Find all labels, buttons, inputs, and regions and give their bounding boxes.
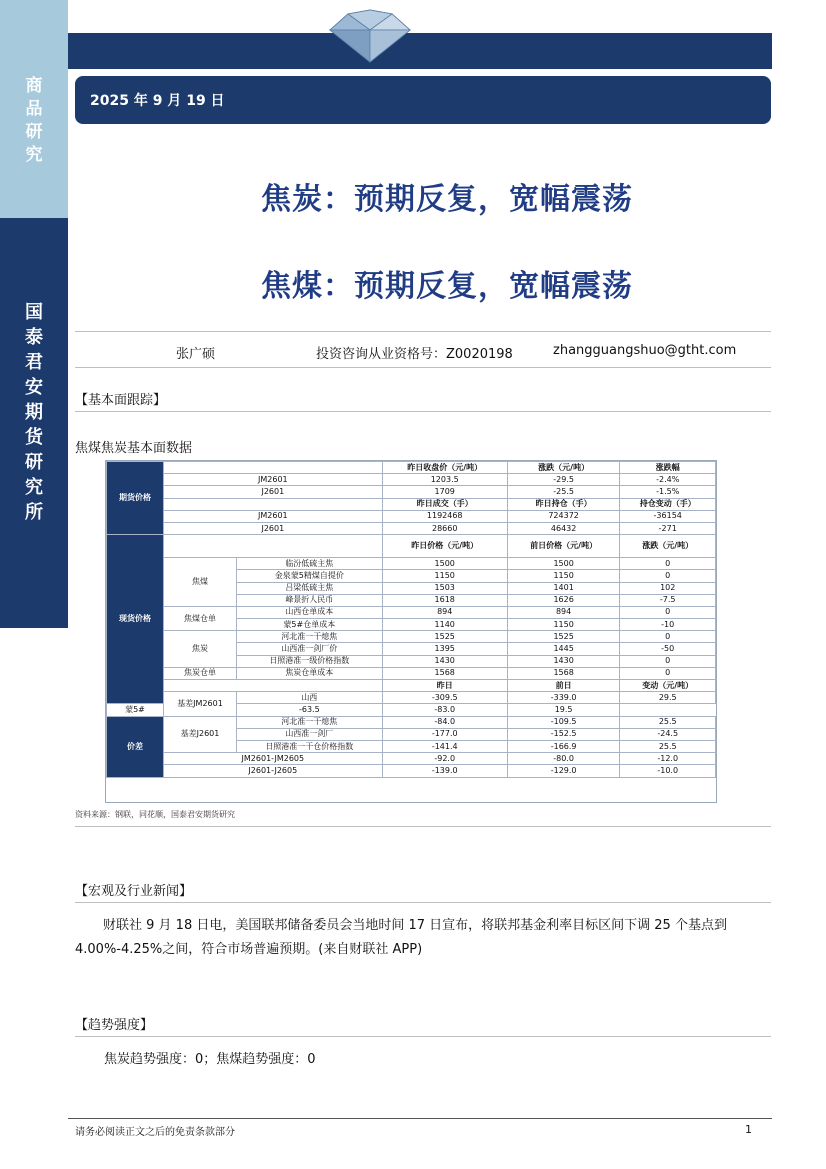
table-row: 日照港准一干仓价格指数 -141.4 -166.9 25.5 xyxy=(107,740,716,752)
table-row: J2601-J2605 -139.0 -129.0 -10.0 xyxy=(107,765,716,777)
author-license: 投资咨询从业资格号：Z0020198 xyxy=(316,347,513,362)
group-futures: 期货价格 xyxy=(107,462,164,535)
table-row: 山西准一剑厂价 1395 1445 -50 xyxy=(107,643,716,655)
table-row: 焦炭 河北准一干熄焦 1525 1525 0 xyxy=(107,631,716,643)
table-row: 期货价格 昨日收盘价（元/吨） 涨跌（元/吨） 涨跌幅 xyxy=(107,462,716,474)
table-row: 日照港准一级价格指数 1430 1430 0 xyxy=(107,655,716,667)
sidebar-company-label: 国 泰 君 安 期 货 研 究 所 xyxy=(25,302,43,523)
section-trend: 【趋势强度】 xyxy=(75,1018,154,1033)
table-row: J2601 28660 46432 -271 xyxy=(107,522,716,534)
section-macro: 【宏观及行业新闻】 xyxy=(75,884,193,899)
macro-news-text: 财联社 9 月 18 日电，美国联邦储备委员会当地时间 17 日宣布，将联邦基金利率目标区间下调 25 个基点到 4.00%-4.25%之间，符合市场普遍预期。(来自财联社 APP) xyxy=(75,918,727,957)
date-bar xyxy=(75,76,771,124)
section-fundamentals: 【基本面跟踪】 xyxy=(75,393,167,408)
divider xyxy=(75,411,771,412)
fundamentals-table xyxy=(105,460,717,803)
diamond-logo-icon xyxy=(318,4,422,64)
table-row: J2601 1709 -25.5 -1.5% xyxy=(107,486,716,498)
table-row: 吕梁低硫主焦 1503 1401 102 xyxy=(107,582,716,594)
divider xyxy=(75,902,771,903)
table-row: 蒙5# -63.5 -83.0 19.5 xyxy=(107,704,716,716)
table-row: JM2601 1203.5 -29.5 -2.4% xyxy=(107,474,716,486)
divider xyxy=(75,331,771,332)
table-row: 昨日 前日 变动（元/吨） xyxy=(107,680,716,692)
page-number: 1 xyxy=(745,1123,752,1136)
group-spot: 现货价格 xyxy=(107,535,164,704)
table-row: 峰景折人民币 1618 1626 -7.5 xyxy=(107,594,716,606)
footer-divider xyxy=(68,1118,772,1119)
table-row: 焦炭仓单 焦炭仓单成本 1568 1568 0 xyxy=(107,667,716,679)
title-coke: 焦炭：预期反复，宽幅震荡 xyxy=(261,182,633,217)
author-email[interactable]: zhangguangshuo@gtht.com xyxy=(553,343,737,358)
table-row: 基差JM2601 山西 -309.5 -339.0 29.5 xyxy=(107,692,716,704)
title-coking-coal: 焦煤：预期反复，宽幅震荡 xyxy=(261,269,633,304)
table-row: JM2601-JM2605 -92.0 -80.0 -12.0 xyxy=(107,753,716,765)
table-caption: 焦煤焦炭基本面数据 xyxy=(75,441,193,456)
table-row: 金泉蒙5精煤自提价 1150 1150 0 xyxy=(107,570,716,582)
table-row: 价差 基差J2601 河北准一干熄焦 -84.0 -109.5 25.5 xyxy=(107,716,716,728)
table-row: 现货价格 昨日价格（元/吨） 前日价格（元/吨） 涨跌（元/吨） xyxy=(107,535,716,558)
author-name: 张广硕 xyxy=(176,347,216,362)
table-row: 焦煤仓单 山西仓单成本 894 894 0 xyxy=(107,606,716,618)
report-date: 2025 年 9 月 19 日 xyxy=(90,93,225,109)
trend-strength-text: 焦炭趋势强度：0；焦煤趋势强度：0 xyxy=(104,1052,316,1067)
divider xyxy=(75,1036,771,1037)
table-row: 山西准一剑厂 -177.0 -152.5 -24.5 xyxy=(107,728,716,740)
group-spread: 价差 xyxy=(107,716,164,777)
table-row: 焦煤 临汾低硫主焦 1500 1500 0 xyxy=(107,558,716,570)
sidebar-top-label: 商 品 研 究 xyxy=(25,76,43,165)
table-source: 资料来源：钢联，同花顺，国泰君安期货研究 xyxy=(75,810,235,819)
divider xyxy=(75,826,771,827)
table-row: 昨日成交（手） 昨日持仓（手） 持仓变动（手） xyxy=(107,498,716,510)
table-row: JM2601 1192468 724372 -36154 xyxy=(107,510,716,522)
divider xyxy=(75,367,771,368)
footer-disclaimer: 请务必阅读正文之后的免责条款部分 xyxy=(75,1127,235,1138)
table-row: 蒙5#仓单成本 1140 1150 -10 xyxy=(107,619,716,631)
